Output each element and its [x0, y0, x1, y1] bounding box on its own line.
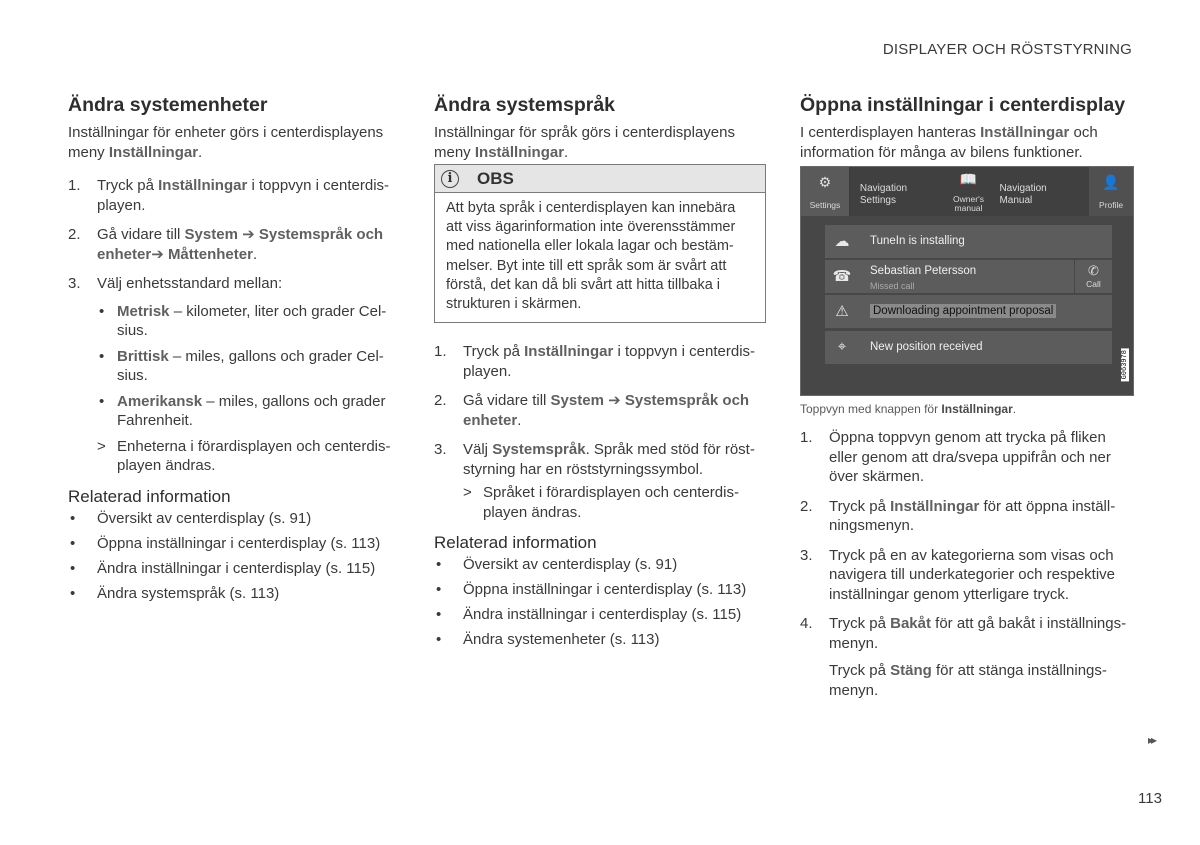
related-link[interactable]: • Öppna inställningar i centerdisplay (s. 113): [436, 581, 747, 599]
intro-text: I centerdisplayen hanteras Inställningar och information för många av bilens funktioner.: [800, 124, 1098, 161]
step: 4. Tryck på Bakåt för att gå bakåt i inställnings-menyn. Tryck på Stäng för att stänga inställnings-menyn.: [800, 614, 1134, 700]
unit-options: [97, 302, 393, 431]
related-list: [434, 555, 766, 650]
settings-link: Inställningar: [108, 143, 199, 161]
missed-call-icon: ☎: [832, 268, 852, 285]
arrow-right-icon: ➔: [608, 392, 621, 410]
step-result: > Språket i förardisplayen och centerdis-playen ändras.: [463, 484, 739, 521]
page-number: 113: [1138, 790, 1162, 807]
image-code: G063978: [1121, 349, 1129, 379]
related-link[interactable]: • Öppna inställningar i centerdisplay (s. 113): [70, 534, 381, 552]
step: 1. Tryck på Inställningar i toppvyn i centerdis-playen.: [434, 343, 756, 380]
notification[interactable]: ⚠ Downloading appointment proposal: [825, 295, 1112, 328]
book-icon: 📖: [959, 171, 978, 187]
steps-list: [800, 428, 1134, 700]
step-result: > Enheterna i förardisplayen och centerdis-playen ändras.: [97, 437, 391, 474]
notification[interactable]: ⌖ New position received: [825, 331, 1112, 364]
arrow-right-icon: ➔: [151, 245, 164, 263]
person-icon: 👤: [1102, 174, 1120, 190]
note-box: [434, 164, 766, 323]
step: 3. Tryck på en av kategorierna som visas och navigera till underkategorier och respektive inställningar genom ytterligare tryck.: [800, 546, 1115, 603]
step: 1. Tryck på Inställningar i toppvyn i centerdis-playen.: [68, 177, 390, 214]
step: 3. Välj Systemspråk. Språk med stöd för röst-styrning har en röststyrningssymbol. > Språket i förardisplayen och centerdis-playen ändras.: [434, 440, 766, 522]
related-link[interactable]: • Översikt av centerdisplay (s. 91): [70, 509, 312, 527]
related-title: Relaterad information: [68, 486, 231, 506]
figure-caption: Toppvyn med knappen för Inställningar.: [800, 402, 1017, 416]
related-link[interactable]: • Ändra systemenheter (s. 113): [436, 631, 660, 649]
step-extra: Tryck på Stäng för att stänga inställnings-menyn.: [829, 662, 1107, 699]
note-header: [435, 165, 765, 193]
section-open-settings: [800, 93, 1134, 710]
notification[interactable]: ☁ TuneIn is installing: [825, 225, 1112, 258]
top-view-bar: [801, 167, 1133, 216]
steps-list: [434, 342, 766, 522]
warning-icon: ⚠: [835, 303, 849, 320]
step: 2. Tryck på Inställningar för att öppna inställ-ningsmenyn.: [800, 497, 1116, 534]
settings-link: Inställningar: [474, 143, 565, 161]
intro-text: Inställningar för enheter görs i centerdisplayens meny Inställningar.: [68, 124, 384, 161]
notification[interactable]: ☎ Sebastian Petersson Missed call ✆ Call: [825, 260, 1112, 293]
list-item: • Amerikansk – miles, gallons och grader Fahrenheit.: [99, 392, 386, 429]
step: 2. Gå vidare till System ➔ Systemspråk och enheter.: [434, 392, 750, 429]
note-title: OBS: [477, 168, 514, 188]
related-link[interactable]: • Ändra systemspråk (s. 113): [70, 584, 280, 602]
steps-list: [68, 176, 393, 476]
intro-text: Inställningar för språk görs i centerdisplayens meny Inställningar.: [434, 124, 735, 161]
settings-link: Inställningar: [980, 124, 1070, 141]
related-link[interactable]: • Ändra inställningar i centerdisplay (s. 115): [436, 606, 742, 624]
related-list: [68, 509, 393, 604]
section-change-system-units: [68, 93, 393, 609]
position-icon: ⌖: [837, 338, 847, 355]
navigation-manual-tile[interactable]: Navigation Manual: [989, 167, 1089, 216]
related-link[interactable]: • Översikt av centerdisplay (s. 91): [436, 556, 678, 574]
center-display-screenshot: [800, 166, 1134, 396]
note-text: Att byta språk i centerdisplayen kan innebära att viss ägarinformation inte överensstämmer med nationella eller lokala lagar och bestäm-melser. Byt inte till ett språk som är svårt att förstå, det kan då bli svårt att hitta tillbaka i strukturen i skärmen.: [446, 200, 736, 313]
step: 2. Gå vidare till System ➔ Systemspråk och enheter➔ Måttenheter.: [68, 226, 384, 263]
running-header: DISPLAYER OCH RÖSTSTYRNING: [882, 41, 1132, 58]
section-title: Öppna inställningar i centerdisplay: [800, 94, 1126, 116]
section-title: Ändra systemenheter: [68, 94, 268, 116]
owners-manual-tile[interactable]: 📖 Owner's manual: [948, 167, 990, 216]
cloud-download-icon: ☁: [834, 233, 850, 250]
navigation-settings-tile[interactable]: Navigation Settings: [850, 167, 948, 216]
list-item: • Brittisk – miles, gallons och grader Cel-sius.: [99, 347, 384, 384]
continue-arrows-icon: ▸▸: [1148, 733, 1155, 747]
call-button[interactable]: ✆ Call: [1074, 260, 1112, 293]
gear-icon: ⚙: [818, 174, 832, 190]
step: 1. Öppna toppvyn genom att trycka på fliken eller genom att dra/svepa uppifrån och ner över skärmen.: [800, 429, 1111, 485]
related-link[interactable]: • Ändra inställningar i centerdisplay (s. 115): [70, 559, 376, 577]
phone-icon: ✆: [1088, 263, 1099, 278]
section-change-system-language: [434, 93, 766, 655]
section-title: Ändra systemspråk: [434, 94, 616, 116]
settings-tile[interactable]: ⚙ Settings: [801, 167, 850, 216]
list-item: • Metrisk – kilometer, liter och grader Cel-sius.: [99, 302, 387, 339]
step: 3. Välj enhetsstandard mellan: • Metrisk – kilometer, liter och grader Cel-sius. • Brittisk – miles, gallons och grader Cel-sius. • Amerikansk – miles, gallons och grader Fahrenheit. > Enheterna i förardisplayen och centerdis-playen ändras.: [68, 274, 393, 476]
profile-tile[interactable]: 👤 Profile: [1089, 167, 1133, 216]
info-icon: i: [441, 170, 459, 188]
related-title: Relaterad information: [434, 533, 597, 553]
arrow-right-icon: ➔: [242, 226, 255, 243]
